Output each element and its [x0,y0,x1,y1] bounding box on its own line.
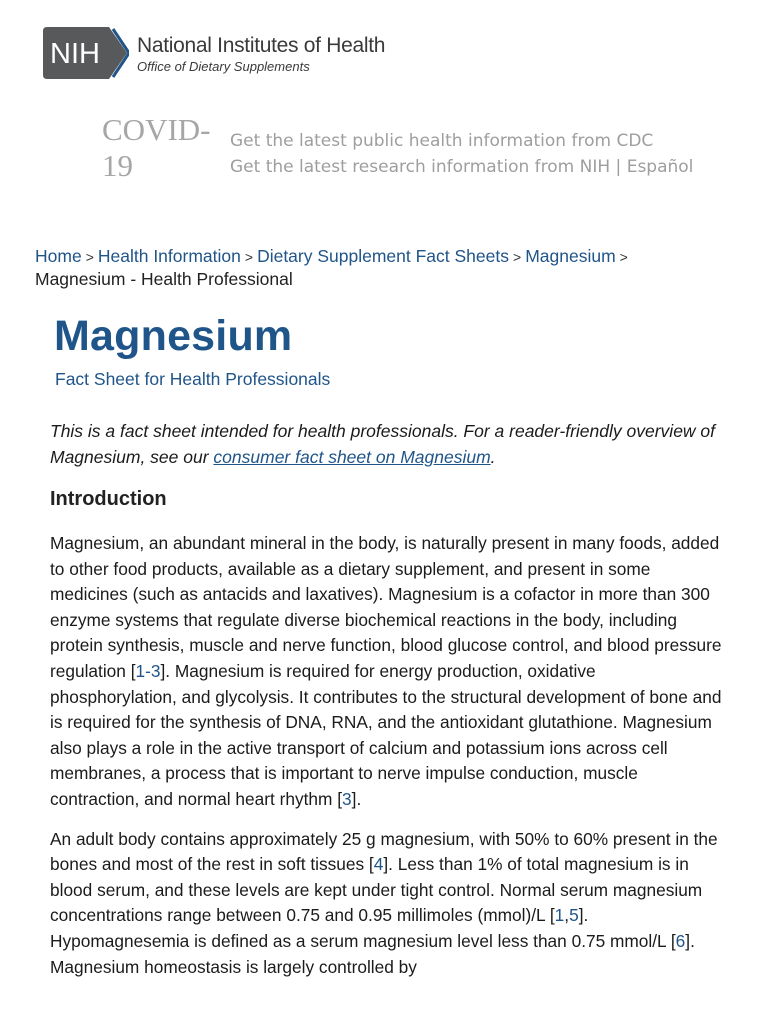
breadcrumb-fact-sheets[interactable]: Dietary Supplement Fact Sheets [257,246,509,266]
cdc-link[interactable]: CDC [616,131,654,151]
page-title: Magnesium [54,312,293,360]
reference-link[interactable]: 1 [554,905,565,926]
nih-research-link[interactable]: NIH [579,157,611,177]
breadcrumb-separator: > [619,249,628,265]
covid-label: COVID- 19 [102,112,211,183]
covid-links [230,128,693,180]
intro-note: This is a fact sheet intended for health professionals. For a reader-friendly overview of Magnesium, see our consumer fact sheet on Magnesium. [50,421,716,467]
site-header [43,26,385,80]
breadcrumb-separator: > [244,249,254,265]
covid-line-nih: Get the latest research information from NIH | Español [230,157,694,177]
breadcrumb-separator: > [513,249,522,265]
breadcrumb-health-information[interactable]: Health Information [97,246,241,266]
section-heading-introduction: Introduction [50,488,167,510]
intro-paragraph-2: An adult body contains approximately 25 g magnesium, with 50% to 60% present in the bones and most of the rest in soft tissues [4]. Less than 1% of total magnesium is in blood serum, and these levels are kept under tight control. Normal serum magnesium concentrations range between 0.75 and 0.95 millimoles (mmol)/L [1,5]. Hypomagnesemia is defined as a serum magnesium level less than 0.75 mmol/L [6]. Magnesium homeostasis is largely controlled by [50,828,718,977]
page-subtitle: Fact Sheet for Health Professionals [55,369,331,389]
main-content [50,418,722,980]
org-subtitle: Office of Dietary Supplements [137,58,310,74]
breadcrumb-magnesium[interactable]: Magnesium [525,246,616,266]
espanol-link[interactable]: Español [626,157,694,177]
consumer-fact-sheet-link[interactable]: consumer fact sheet on Magnesium [213,447,491,467]
covid-banner [102,112,722,192]
reference-link[interactable]: 3 [342,788,352,809]
covid-line-cdc: Get the latest public health information from CDC [230,131,654,151]
reference-link[interactable]: 6 [675,930,686,951]
reference-link[interactable]: 5 [569,905,579,926]
org-name: National Institutes of Health [137,33,386,57]
breadcrumb-current: Magnesium - Health Professional [35,269,293,289]
reference-link[interactable]: 1-3 [135,660,161,681]
nih-logo[interactable] [43,27,129,79]
breadcrumb-home[interactable]: Home [35,246,82,266]
breadcrumb [35,245,735,290]
breadcrumb-separator: > [85,249,94,265]
intro-paragraph-1: Magnesium, an abundant mineral in the body, is naturally present in many foods, added to other food products, available as a dietary supplement, and present in some medicines (such as antacids and laxatives). Magnesium is a cofactor in more than 300 enzyme systems that regulate diverse biochemical reactions in the body, including protein synthesis, muscle and nerve function, blood glucose control, and blood pressure regulation [1-3]. Magnesium is required for energy production, oxidative phosphorylation, and glycolysis. It contributes to the structural development of bone and is required for the synthesis of DNA, RNA, and the antioxidant glutathione. Magnesium also plays a role in the active transport of calcium and potassium ions across cell membranes, a process that is important to nerve impulse conduction, muscle contraction, and normal heart rhythm [3]. [50,533,722,809]
svg-text:NIH: NIH [50,38,100,70]
reference-link[interactable]: 4 [373,854,384,875]
